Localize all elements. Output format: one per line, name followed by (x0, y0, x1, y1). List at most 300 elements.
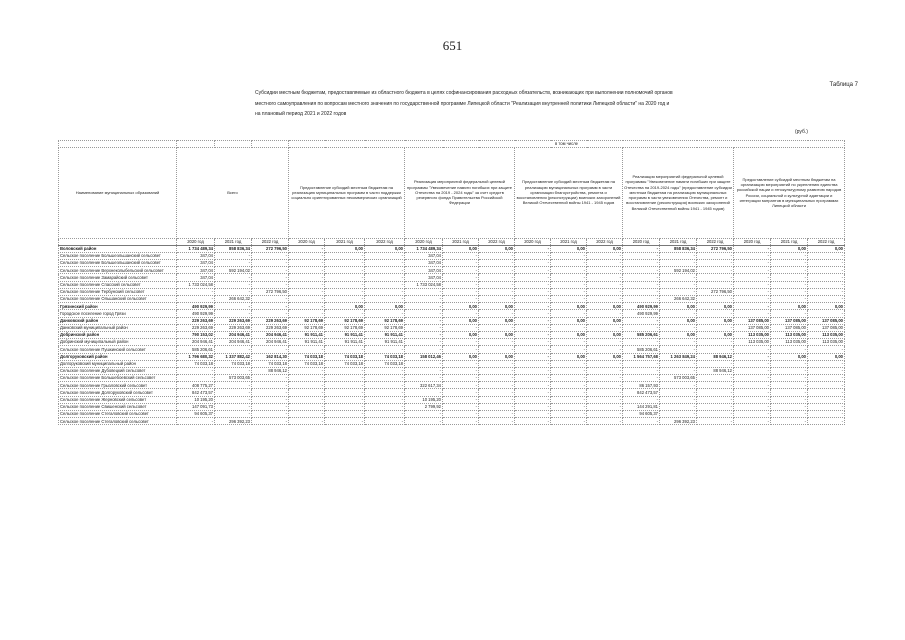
amount-cell: - (177, 367, 215, 374)
amount-cell: 92 178,69 (365, 324, 405, 331)
amount-cell: 347,04 (177, 274, 215, 281)
table-row (59, 317, 845, 324)
amount-cell: - (365, 288, 405, 295)
municipality-header: Наименование муниципальных образований (59, 147, 177, 238)
amount-cell: 229 263,69 (252, 317, 289, 324)
amount-cell: - (808, 418, 845, 425)
year-header: 2022 год (808, 238, 845, 245)
amount-cell: - (215, 274, 252, 281)
amount-cell: 0,00 (551, 353, 587, 360)
amount-cell: - (443, 382, 479, 389)
amount-cell: - (771, 403, 808, 410)
amount-cell: - (697, 396, 734, 403)
amount-cell: - (405, 389, 443, 396)
amount-cell: - (515, 324, 551, 331)
amount-cell: - (660, 403, 697, 410)
amount-cell: - (479, 418, 515, 425)
amount-cell: - (587, 411, 623, 418)
amount-cell: - (697, 339, 734, 346)
amount-cell: - (551, 252, 587, 259)
amount-cell: - (252, 396, 289, 403)
amount-cell: - (443, 403, 479, 410)
amount-cell: - (515, 260, 551, 267)
amount-cell: - (215, 252, 252, 259)
municipality-name: Добринский район (59, 331, 177, 338)
year-header: 2021 год (660, 238, 697, 245)
municipality-name: Сельское поселение Свишенский сельсовет (59, 403, 177, 410)
amount-cell: - (365, 396, 405, 403)
amount-cell: - (289, 396, 325, 403)
amount-cell: 1 564 757,68 (623, 353, 660, 360)
amount-cell: - (479, 324, 515, 331)
table-row (59, 360, 845, 367)
amount-cell: - (623, 375, 660, 382)
amount-cell: 0,00 (587, 353, 623, 360)
amount-cell: 585 206,61 (177, 346, 215, 353)
amount-cell: - (325, 252, 365, 259)
amount-cell: 272 796,50 (252, 288, 289, 295)
amount-cell: - (215, 396, 252, 403)
table-row (59, 274, 845, 281)
amount-cell: 0,00 (771, 245, 808, 252)
amount-cell: - (289, 281, 325, 288)
year-header: 2022 год (697, 238, 734, 245)
amount-cell: - (808, 267, 845, 274)
amount-cell: - (734, 296, 771, 303)
table-row (59, 418, 845, 425)
municipality-name: Грязинский район (59, 303, 177, 310)
amount-cell: - (289, 288, 325, 295)
amount-cell: - (623, 396, 660, 403)
amount-cell: - (252, 252, 289, 259)
amount-cell: - (365, 375, 405, 382)
year-header: 2022 год (479, 238, 515, 245)
amount-cell: 0,00 (443, 303, 479, 310)
amount-cell: 347,04 (177, 267, 215, 274)
amount-cell: - (177, 288, 215, 295)
amount-cell: - (215, 382, 252, 389)
appendix-label: Таблица 7 (829, 82, 858, 88)
amount-cell: - (660, 367, 697, 374)
amount-cell: - (405, 367, 443, 374)
amount-cell: - (771, 382, 808, 389)
year-header: 2020 год (177, 238, 215, 245)
amount-cell: - (252, 346, 289, 353)
amount-cell: - (660, 288, 697, 295)
amount-cell: - (443, 274, 479, 281)
year-header: 2020 год (405, 238, 443, 245)
amount-cell: 790 153,02 (177, 331, 215, 338)
amount-cell: - (734, 375, 771, 382)
amount-cell: - (660, 274, 697, 281)
amount-cell: 490 929,99 (623, 310, 660, 317)
amount-cell: - (734, 346, 771, 353)
amount-cell: 1 796 680,32 (177, 353, 215, 360)
table-row (59, 281, 845, 288)
amount-cell: 86 157,93 (623, 382, 660, 389)
amount-cell: - (252, 267, 289, 274)
amount-cell: 1 733 024,58 (177, 281, 215, 288)
amount-cell: - (405, 310, 443, 317)
amount-cell: - (325, 375, 365, 382)
amount-cell: 137 085,00 (734, 317, 771, 324)
amount-cell: 272 796,50 (697, 245, 734, 252)
amount-cell: - (734, 367, 771, 374)
amount-cell: - (697, 389, 734, 396)
amount-cell: - (515, 274, 551, 281)
amount-cell: 74 033,18 (289, 353, 325, 360)
amount-cell: - (289, 389, 325, 396)
amount-cell: - (697, 346, 734, 353)
amount-cell: - (365, 403, 405, 410)
amount-cell: - (479, 274, 515, 281)
amount-cell: - (215, 346, 252, 353)
amount-cell: - (252, 274, 289, 281)
amount-cell: 347,04 (405, 267, 443, 274)
amount-cell: 74 033,18 (365, 353, 405, 360)
municipality-name: Сельское поселение Ольшанский сельсовет (59, 296, 177, 303)
municipality-name: Воловский район (59, 245, 177, 252)
amount-cell: - (771, 367, 808, 374)
amount-cell: 92 178,69 (365, 317, 405, 324)
amount-cell: 347,04 (405, 260, 443, 267)
year-header-row (59, 238, 845, 245)
municipality-name: Сельское поселение Спасский сельсовет (59, 281, 177, 288)
amount-cell: 94 605,37 (177, 411, 215, 418)
amount-cell: 490 929,99 (623, 303, 660, 310)
year-header: 2020 год (734, 238, 771, 245)
amount-cell: 137 085,00 (808, 324, 845, 331)
amount-cell: 0,00 (808, 303, 845, 310)
amount-cell: 92 178,69 (289, 317, 325, 324)
year-header: 2020 год (623, 238, 660, 245)
amount-cell: - (515, 389, 551, 396)
amount-cell: - (734, 288, 771, 295)
amount-cell: - (771, 274, 808, 281)
amount-cell: 585 206,61 (623, 346, 660, 353)
table-row (59, 310, 845, 317)
amount-cell: - (443, 252, 479, 259)
amount-cell: 0,00 (587, 331, 623, 338)
amount-cell: - (587, 367, 623, 374)
amount-cell: - (551, 396, 587, 403)
amount-cell: - (325, 411, 365, 418)
municipality-name: Городское поселение город Грязи (59, 310, 177, 317)
amount-cell: - (515, 375, 551, 382)
amount-cell: - (443, 418, 479, 425)
amount-cell: - (443, 310, 479, 317)
amount-cell: 113 035,00 (771, 331, 808, 338)
amount-cell: - (734, 382, 771, 389)
amount-cell: 0,00 (365, 245, 405, 252)
amount-cell: - (551, 288, 587, 295)
amount-cell: - (660, 389, 697, 396)
table-row (59, 252, 845, 259)
amount-cell: - (515, 288, 551, 295)
amount-cell: - (365, 274, 405, 281)
amount-cell: - (551, 389, 587, 396)
amount-cell: 74 033,18 (365, 360, 405, 367)
amount-cell: - (771, 252, 808, 259)
amount-cell: 0,00 (325, 245, 365, 252)
amount-cell: 74 033,18 (325, 353, 365, 360)
amount-cell: 0,00 (551, 245, 587, 252)
amount-cell: - (325, 403, 365, 410)
amount-cell: - (325, 310, 365, 317)
amount-cell: 1 263 849,24 (660, 353, 697, 360)
amount-cell: - (479, 375, 515, 382)
table-row (59, 389, 845, 396)
amount-cell: - (808, 382, 845, 389)
amount-cell: - (551, 375, 587, 382)
amount-cell: - (515, 281, 551, 288)
amount-cell: - (289, 274, 325, 281)
amount-cell: - (551, 274, 587, 281)
municipality-name: Добринский муниципальный район (59, 339, 177, 346)
amount-cell: 0,00 (443, 353, 479, 360)
amount-cell: - (515, 403, 551, 410)
amount-cell: - (808, 281, 845, 288)
amount-cell: - (808, 411, 845, 418)
amount-cell: 204 946,41 (215, 339, 252, 346)
amount-cell: - (443, 296, 479, 303)
amount-cell: - (771, 267, 808, 274)
amount-cell: - (771, 260, 808, 267)
amount-cell: - (551, 382, 587, 389)
amount-cell: - (734, 360, 771, 367)
amount-cell: - (660, 310, 697, 317)
amount-cell: 158 012,46 (405, 353, 443, 360)
amount-cell: - (623, 360, 660, 367)
amount-cell: - (325, 389, 365, 396)
amount-cell: 296 392,23 (660, 418, 697, 425)
amount-cell: - (479, 267, 515, 274)
amount-cell: 204 946,41 (252, 339, 289, 346)
amount-cell: 91 911,41 (365, 331, 405, 338)
amount-cell: - (808, 367, 845, 374)
amount-cell: - (551, 324, 587, 331)
amount-cell: - (734, 353, 771, 360)
amount-cell: - (443, 360, 479, 367)
year-header: 2020 год (515, 238, 551, 245)
amount-cell: - (365, 382, 405, 389)
amount-cell: - (697, 382, 734, 389)
amount-cell: - (660, 382, 697, 389)
amount-cell: - (215, 411, 252, 418)
amount-cell: 137 085,00 (771, 317, 808, 324)
amount-cell: - (734, 418, 771, 425)
municipality-name: Сельское поселение Верхнеколыбельский сельсовет (59, 267, 177, 274)
amount-cell: - (405, 288, 443, 295)
amount-cell: 1 734 489,34 (177, 245, 215, 252)
amount-cell: - (325, 396, 365, 403)
amount-cell: - (365, 367, 405, 374)
amount-cell: 0,00 (771, 353, 808, 360)
amount-cell: - (623, 317, 660, 324)
amount-cell: - (443, 375, 479, 382)
amount-cell: - (252, 389, 289, 396)
amount-cell: 137 085,00 (771, 324, 808, 331)
amount-cell: 0,00 (697, 331, 734, 338)
amount-cell: 0,00 (479, 353, 515, 360)
amount-cell: - (587, 396, 623, 403)
amount-cell: 858 836,34 (215, 245, 252, 252)
amount-cell: - (365, 389, 405, 396)
municipality-name: Сельское поселение Дубовецкий сельсовет (59, 367, 177, 374)
amount-cell: 91 911,41 (289, 331, 325, 338)
amount-cell: 0,00 (587, 303, 623, 310)
amount-cell: 266 642,32 (215, 296, 252, 303)
amount-cell: - (734, 245, 771, 252)
amount-cell: - (215, 403, 252, 410)
amount-cell: - (587, 310, 623, 317)
amount-cell: - (551, 367, 587, 374)
amount-cell: - (289, 310, 325, 317)
amount-cell: - (479, 288, 515, 295)
amount-cell: 0,00 (551, 331, 587, 338)
amount-cell: - (734, 411, 771, 418)
amount-cell: - (325, 382, 365, 389)
amount-cell: - (325, 281, 365, 288)
amount-cell: - (660, 252, 697, 259)
year-header: 2020 год (289, 238, 325, 245)
amount-cell: - (365, 296, 405, 303)
amount-cell: 88 946,12 (697, 353, 734, 360)
amount-cell: 0,00 (587, 245, 623, 252)
group-header-2: Реализация мероприятий федеральной целевой программы "Увековечение памяти погибших при защите Отечества на 2019 - 2024 годы" за счет средств резервного фонда Правительства Российской Федерации (405, 147, 515, 238)
amount-cell: - (660, 339, 697, 346)
amount-cell: - (660, 411, 697, 418)
amount-cell: - (252, 375, 289, 382)
amount-cell: - (623, 324, 660, 331)
table-row (59, 396, 845, 403)
amount-cell: - (325, 346, 365, 353)
amount-cell: - (697, 411, 734, 418)
amount-cell: 347,04 (177, 260, 215, 267)
amount-cell: 94 605,37 (623, 411, 660, 418)
table-row (59, 331, 845, 338)
amount-cell: - (289, 252, 325, 259)
amount-cell: 1 337 882,42 (215, 353, 252, 360)
amount-cell: 0,00 (660, 317, 697, 324)
municipality-name: Сельское поселение Пушкинский сельсовет (59, 346, 177, 353)
amount-cell: 0,00 (808, 353, 845, 360)
amount-cell: - (405, 296, 443, 303)
amount-cell: - (365, 310, 405, 317)
amount-cell: - (551, 260, 587, 267)
amount-cell: 0,00 (443, 245, 479, 252)
amount-cell: - (697, 360, 734, 367)
year-header: 2022 год (252, 238, 289, 245)
table-row (59, 303, 845, 310)
document-title: Субсидии местным бюджетам, предоставляемые из областного бюджета в целях софинансирования расходных обязательств, возникающих при выполнении полномочий органов местного самоуправления по вопросам местного значения по государственной программе Липецкой области "Реализация внутренней политики Липецкой области" на 2020 год и на плановый период 2021 и 2022 годов (255, 90, 673, 117)
amount-cell: - (771, 310, 808, 317)
amount-cell: - (587, 260, 623, 267)
amount-cell: 0,00 (587, 317, 623, 324)
amount-cell: 229 263,69 (177, 317, 215, 324)
amount-cell: - (252, 403, 289, 410)
amount-cell: - (325, 418, 365, 425)
amount-cell: - (479, 403, 515, 410)
amount-cell: - (808, 403, 845, 410)
amount-cell: - (734, 403, 771, 410)
amount-cell: 322 617,34 (405, 382, 443, 389)
amount-cell: - (215, 310, 252, 317)
municipality-name: Сельское поселение Стегаловский сельсовет (59, 418, 177, 425)
amount-cell: - (405, 339, 443, 346)
amount-cell: - (734, 310, 771, 317)
amount-cell: - (289, 303, 325, 310)
amount-cell: 0,00 (365, 303, 405, 310)
amount-cell: - (479, 281, 515, 288)
amount-cell: - (443, 411, 479, 418)
year-header: 2021 год (325, 238, 365, 245)
municipality-name: Сельское поселение Большеэльшанский сельсовет (59, 252, 177, 259)
amount-cell: 408 775,27 (177, 382, 215, 389)
amount-cell: - (808, 396, 845, 403)
amount-cell: - (808, 296, 845, 303)
amount-cell: - (515, 339, 551, 346)
amount-cell: - (479, 382, 515, 389)
amount-cell: 0,00 (808, 245, 845, 252)
amount-cell: 113 035,00 (734, 339, 771, 346)
amount-cell: 1 734 489,34 (405, 245, 443, 252)
amount-cell: - (479, 389, 515, 396)
amount-cell: - (443, 396, 479, 403)
amount-cell: - (289, 375, 325, 382)
amount-cell: - (365, 267, 405, 274)
amount-cell: - (623, 418, 660, 425)
amount-cell: 92 178,69 (289, 324, 325, 331)
year-header: 2022 год (587, 238, 623, 245)
amount-cell: - (479, 346, 515, 353)
amount-cell: 347,04 (405, 252, 443, 259)
amount-cell: - (697, 403, 734, 410)
amount-cell: - (177, 296, 215, 303)
amount-cell: - (443, 367, 479, 374)
amount-cell: - (252, 296, 289, 303)
table-row (59, 375, 845, 382)
amount-cell: 88 946,12 (697, 367, 734, 374)
table-row (59, 324, 845, 331)
amount-cell: 490 929,99 (177, 310, 215, 317)
amount-cell: 229 263,69 (215, 324, 252, 331)
amount-cell: - (289, 296, 325, 303)
amount-cell: 137 085,00 (808, 317, 845, 324)
amount-cell: 0,00 (771, 303, 808, 310)
amount-cell: - (289, 382, 325, 389)
table-row (59, 260, 845, 267)
amount-cell: 147 091,73 (177, 403, 215, 410)
amount-cell: - (443, 260, 479, 267)
group-header-3: Предоставление субсидий местным бюджетам на реализацию муниципальных программ в части организации благоустройства, ремонта и восстановления (реконструкции) воинских захоронений Великой Отечественной войны 1941 - 1945 годов (515, 147, 623, 238)
amount-cell: - (515, 411, 551, 418)
amount-cell: - (551, 310, 587, 317)
year-header: 2021 год (771, 238, 808, 245)
amount-cell: 296 392,23 (215, 418, 252, 425)
amount-cell: - (551, 360, 587, 367)
total-header: Всего (177, 147, 289, 238)
amount-cell: - (697, 418, 734, 425)
amount-cell: 490 929,99 (177, 303, 215, 310)
municipality-name: Сельское поселение Замарайский сельсовет (59, 274, 177, 281)
amount-cell: 10 195,20 (405, 396, 443, 403)
amount-cell: - (734, 260, 771, 267)
amount-cell: - (325, 288, 365, 295)
table-row (59, 403, 845, 410)
amount-cell: - (215, 303, 252, 310)
amount-cell: 74 033,18 (215, 360, 252, 367)
